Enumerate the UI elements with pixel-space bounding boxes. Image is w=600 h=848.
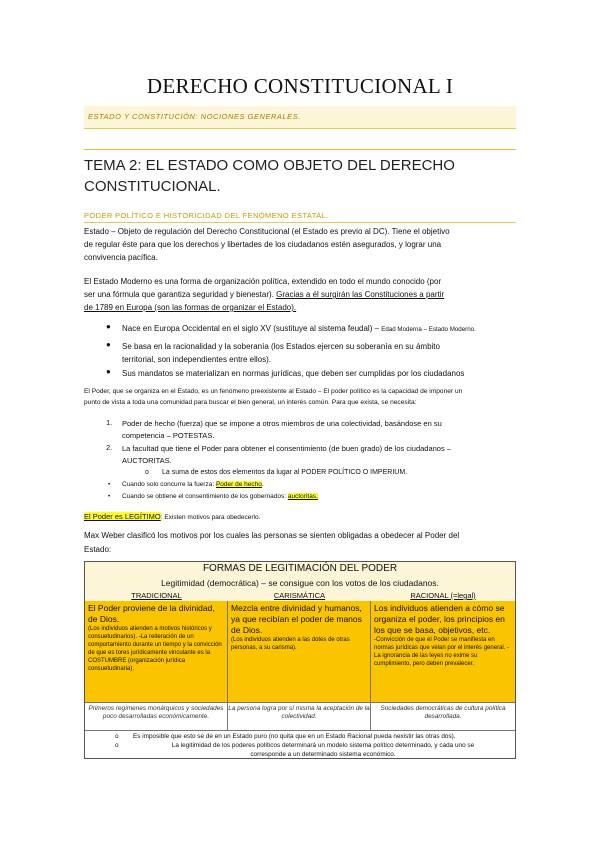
paragraph-weber [84, 529, 516, 557]
bullet-icon: ● [106, 340, 111, 349]
subtitle-text: ESTADO Y CONSTITUCIÓN: NOCIONES GENERALES. [88, 112, 301, 121]
text-run: : Existen motivos para obedecerlo. [160, 514, 261, 521]
paragraph-estado-moderno [84, 275, 516, 314]
paragraph-line [84, 288, 516, 301]
small-bullet-text [122, 493, 318, 500]
paragraph-line: El Poder, que se organiza en el Estado, es un fenómeno preexistente al Estado – El poder político es la capacidad de imponer un [84, 388, 463, 395]
paragraph-line: de regular éste para que los derechos y libertades de los ciudadanos estén asegurados, y lograr una [84, 240, 442, 249]
numbered-item [122, 443, 518, 467]
text-run: Cuando solo concurre la fuerza: [122, 481, 216, 488]
cell-detail-text: (Los individuos atienden a las dotes de otras personas, a su carisma). [231, 637, 350, 651]
bullet-small-text: Edad Moderna – Estado Moderno. [381, 326, 476, 333]
bullet-text: territorial, son independientes entre ellos). [122, 355, 271, 364]
subtitle-bar [84, 106, 516, 129]
note-2 [133, 741, 513, 759]
cell-carismatica [228, 601, 371, 702]
text-run: Cuando se obtiene el consentimiento de los gobernados: [122, 493, 288, 500]
sub-bullet-marker: o [145, 469, 149, 476]
table-title: FORMAS DE LEGITIMACIÓN DEL PODER [85, 562, 515, 577]
footer-tradicional: Primeros regímenes monárquicos y sociedades poco desarrolladas económicamente. [85, 702, 228, 730]
underlined-text: Gracias a él surgirán las Constituciones a partir [276, 290, 445, 299]
paragraph-line: Estado – Objeto de regulación del Derecho Constitucional (el Estado es previo al DC). Tiene el objetivo [84, 227, 450, 236]
paragraph-line: Max Weber clasificó los motivos por los cuales las personas se sienten obligadas a obedecer al Poder del [84, 531, 460, 540]
legitimo-line [84, 510, 516, 524]
bullet-item [122, 340, 518, 366]
paragraph-line: convivencia pacífica. [84, 253, 158, 262]
numbered-item [122, 418, 518, 442]
small-bullet-text [122, 481, 264, 488]
list-number: 2. [106, 443, 113, 452]
highlighted-text: El Poder es LEGÍTIMO [84, 512, 161, 521]
cell-tradicional [85, 601, 228, 702]
note-marker: o [115, 742, 119, 749]
divider [84, 149, 516, 150]
cell-main-text: Mezcla entre divinidad y humanos, ya que recibían el poder de manos de Dios. [231, 603, 362, 635]
numbered-text: Poder de hecho (fuerza) que se impone a otros miembros de una colectividad, basándose en su [122, 419, 442, 428]
cell-detail-text: (Los individuos atienden a motivos históricos y consuetudinarios). -La reiteración de un comportamiento durante un tiempo y la convicción de que es tores jurídicamente vinculante es la COSTUMBRE (organización jurídica consuetudinaria). [88, 626, 222, 672]
bullet-icon: ● [106, 367, 111, 376]
footer-carismatica: La persona logra por sí misma la aceptación de la colectividad. [228, 702, 371, 730]
small-bullet-icon: • [108, 493, 111, 500]
paragraph-line: El Estado Moderno es una forma de organización política, extendido en todo el mundo conocido (por [84, 277, 442, 286]
underlined-text: de 1789 en Europa (son las formas de organizar el Estado). [84, 303, 297, 312]
cell-main-text: Los individuos atienden a cómo se organiza el poder, los principios en los que se basa, objetivos, etc. [374, 603, 505, 635]
column-header-racional: RACIONAL (=legal) [371, 590, 515, 602]
footer-racional: Sociedades democráticas de cultura política desarrollada. [371, 702, 515, 730]
column-header-carismatica: CARISMÁTICA [228, 590, 372, 602]
document-title: DERECHO CONSTITUCIONAL I [146, 74, 454, 98]
paragraph-line: Estado: [84, 545, 112, 554]
tema-line-2: CONSTITUCIONAL. [84, 178, 221, 195]
note-1: Es imposible que esto se de en un Estado puro (no quita que en un Estado Racional pueda nexistir las otras dos). [133, 733, 456, 740]
bullet-item: Sus mandatos se materializan en normas jurídicas, que deben ser cumplidas por los ciudadanos [122, 369, 465, 378]
bullet-text: Se basa en la racionalidad y la soberanía (los Estados ejercen su soberanía en su ámbito [122, 342, 440, 351]
numbered-text: La facultad que tiene el Poder para obtener el consentimiento (de buen grado) de los ciudadanos – [122, 444, 451, 453]
numbered-text: competencia – POTESTAS. [122, 431, 215, 440]
sub-bullet-text: La suma de estos dos elementos da lugar al PODER POLÍTICO O IMPERIUM. [162, 469, 408, 476]
highlighted-text: auctoritas. [287, 493, 318, 500]
tema-line-1: TEMA 2: EL ESTADO COMO OBJETO DEL DERECHO [84, 157, 455, 174]
small-bullet-icon: • [108, 481, 111, 488]
bullet-text: Nace en Europa Occidental en el siglo XV (sustituye al sistema feudal) – [122, 324, 382, 333]
highlighted-text: Poder de hecho [215, 481, 262, 488]
list-number: 1. [106, 418, 113, 427]
column-header-tradicional: TRADICIONAL [85, 590, 229, 602]
text-run: . [261, 481, 264, 488]
text-run: ser una fórmula que garantiza seguridad y bienestar). [84, 290, 277, 299]
tema-heading [84, 155, 516, 197]
cell-racional [371, 601, 515, 702]
numbered-text: AUCTORITAS. [122, 456, 172, 465]
note-line: corresponde a un determinado sistema económico. [250, 751, 396, 758]
paragraph-line: punto de vista a toda una comunidad para buscar el bien general, un interés común. Para que exista, se necesita: [84, 399, 417, 406]
paragraph-estado [84, 225, 516, 264]
paragraph-poder [84, 386, 516, 408]
cell-detail-text: -Convicción de que el Poder se manifiesta en normas jurídicas que velan por el interés general. -La ignorancia de las leyes no exime su cumplimiento, pero deben prevalecer. [374, 637, 510, 667]
cell-main-text: El Poder proviene de la divinidad, de Dios. [88, 603, 215, 624]
table-subtitle: Legitimidad (democrática) – se consigue con los votos de los ciudadanos. [85, 576, 515, 591]
table-notes [85, 730, 515, 759]
legitimation-table [84, 561, 516, 759]
section-heading: PODER POLÍTICO E HISTORICIDAD DEL FENÓMENO ESTATAL. [84, 211, 516, 223]
bullet-icon: ● [106, 322, 111, 331]
bullet-item [122, 322, 518, 336]
note-line: La legitimidad de los poderes políticos determinará un modelo sistema político determinado, y cada uno se [171, 742, 475, 749]
note-marker: o [115, 733, 119, 740]
